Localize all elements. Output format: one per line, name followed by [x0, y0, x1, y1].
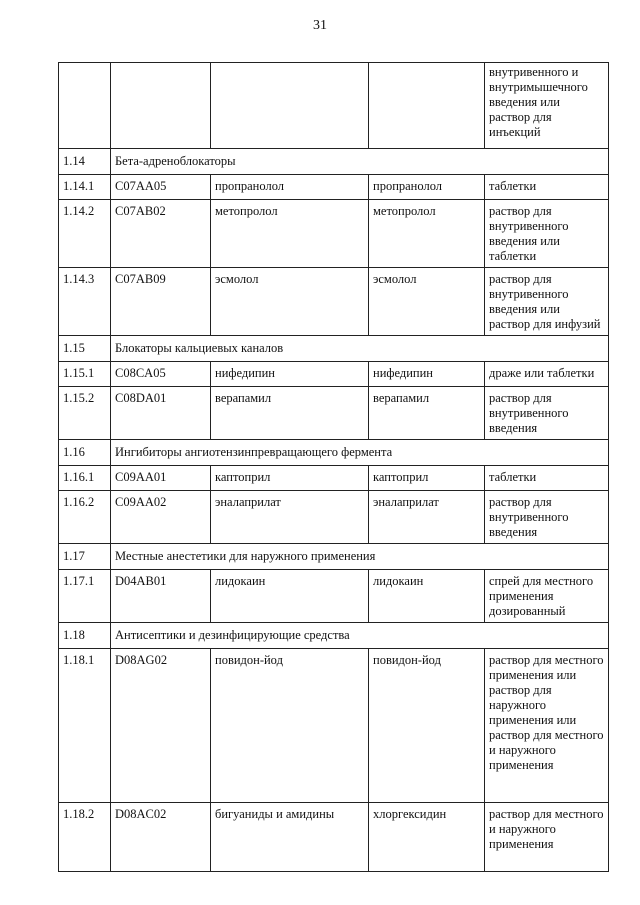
drug-list-table	[58, 62, 609, 872]
table-row	[59, 200, 609, 268]
cell-form: драже или таблетки	[485, 362, 609, 387]
cell-code: C07AB02	[111, 200, 211, 268]
section-row	[59, 544, 609, 570]
cell-code: C08DA01	[111, 387, 211, 440]
cell-code: C08CA05	[111, 362, 211, 387]
table-row	[59, 387, 609, 440]
cell-form: раствор для внутривенного введения	[485, 387, 609, 440]
cell-group: каптоприл	[211, 466, 369, 491]
cell-group: эсмолол	[211, 268, 369, 336]
cell-num: 1.14.3	[59, 268, 111, 336]
cell-num: 1.14.2	[59, 200, 111, 268]
cell-name: лидокаин	[369, 570, 485, 623]
table-row	[59, 362, 609, 387]
table-row-continuation	[59, 63, 609, 149]
cell-num: 1.14.1	[59, 175, 111, 200]
section-row	[59, 336, 609, 362]
cell-code: C07AA05	[111, 175, 211, 200]
cell-form: внутривенного и внутримышечного введения или раствор для инъекций	[485, 63, 609, 149]
cell-code: D04AB01	[111, 570, 211, 623]
cell-num	[59, 63, 111, 149]
table-row	[59, 803, 609, 872]
cell-form: раствор для внутривенного введения или раствор для инфузий	[485, 268, 609, 336]
table-row	[59, 649, 609, 803]
cell-group: эналаприлат	[211, 491, 369, 544]
cell-code: C09AA01	[111, 466, 211, 491]
section-number: 1.17	[59, 544, 111, 570]
cell-group: верапамил	[211, 387, 369, 440]
cell-form: раствор для местного применения или раствор для наружного применения или раствор для местного и наружного применения	[485, 649, 609, 803]
cell-group: лидокаин	[211, 570, 369, 623]
section-title: Ингибиторы ангиотензинпревращающего фермента	[111, 440, 609, 466]
cell-form: спрей для местного применения дозированный	[485, 570, 609, 623]
cell-num: 1.16.2	[59, 491, 111, 544]
cell-form: таблетки	[485, 175, 609, 200]
section-row	[59, 149, 609, 175]
cell-num: 1.18.2	[59, 803, 111, 872]
table-row	[59, 466, 609, 491]
cell-name: нифедипин	[369, 362, 485, 387]
cell-code: C09AA02	[111, 491, 211, 544]
cell-group: метопролол	[211, 200, 369, 268]
section-row	[59, 623, 609, 649]
cell-form: раствор для внутривенного введения	[485, 491, 609, 544]
cell-name: пропранолол	[369, 175, 485, 200]
cell-num: 1.18.1	[59, 649, 111, 803]
cell-form: раствор для внутривенного введения или таблетки	[485, 200, 609, 268]
section-number: 1.15	[59, 336, 111, 362]
cell-name: каптоприл	[369, 466, 485, 491]
cell-name: повидон-йод	[369, 649, 485, 803]
cell-code: C07AB09	[111, 268, 211, 336]
cell-name: метопролол	[369, 200, 485, 268]
section-title: Местные анестетики для наружного применения	[111, 544, 609, 570]
table-row	[59, 570, 609, 623]
cell-group: нифедипин	[211, 362, 369, 387]
cell-code: D08AC02	[111, 803, 211, 872]
cell-group: бигуаниды и амидины	[211, 803, 369, 872]
cell-group: пропранолол	[211, 175, 369, 200]
cell-name: верапамил	[369, 387, 485, 440]
section-number: 1.14	[59, 149, 111, 175]
cell-name: эналаприлат	[369, 491, 485, 544]
cell-code: D08AG02	[111, 649, 211, 803]
cell-form: раствор для местного и наружного применения	[485, 803, 609, 872]
section-number: 1.16	[59, 440, 111, 466]
section-title: Блокаторы кальциевых каналов	[111, 336, 609, 362]
cell-name: эсмолол	[369, 268, 485, 336]
cell-form: таблетки	[485, 466, 609, 491]
cell-name	[369, 63, 485, 149]
cell-num: 1.16.1	[59, 466, 111, 491]
cell-code	[111, 63, 211, 149]
section-number: 1.18	[59, 623, 111, 649]
section-title: Антисептики и дезинфицирующие средства	[111, 623, 609, 649]
section-row	[59, 440, 609, 466]
cell-group	[211, 63, 369, 149]
table-row	[59, 268, 609, 336]
page-number: 31	[313, 18, 327, 33]
cell-num: 1.17.1	[59, 570, 111, 623]
section-title: Бета-адреноблокаторы	[111, 149, 609, 175]
cell-num: 1.15.1	[59, 362, 111, 387]
cell-num: 1.15.2	[59, 387, 111, 440]
table-row	[59, 175, 609, 200]
table-row	[59, 491, 609, 544]
cell-name: хлоргексидин	[369, 803, 485, 872]
cell-group: повидон-йод	[211, 649, 369, 803]
